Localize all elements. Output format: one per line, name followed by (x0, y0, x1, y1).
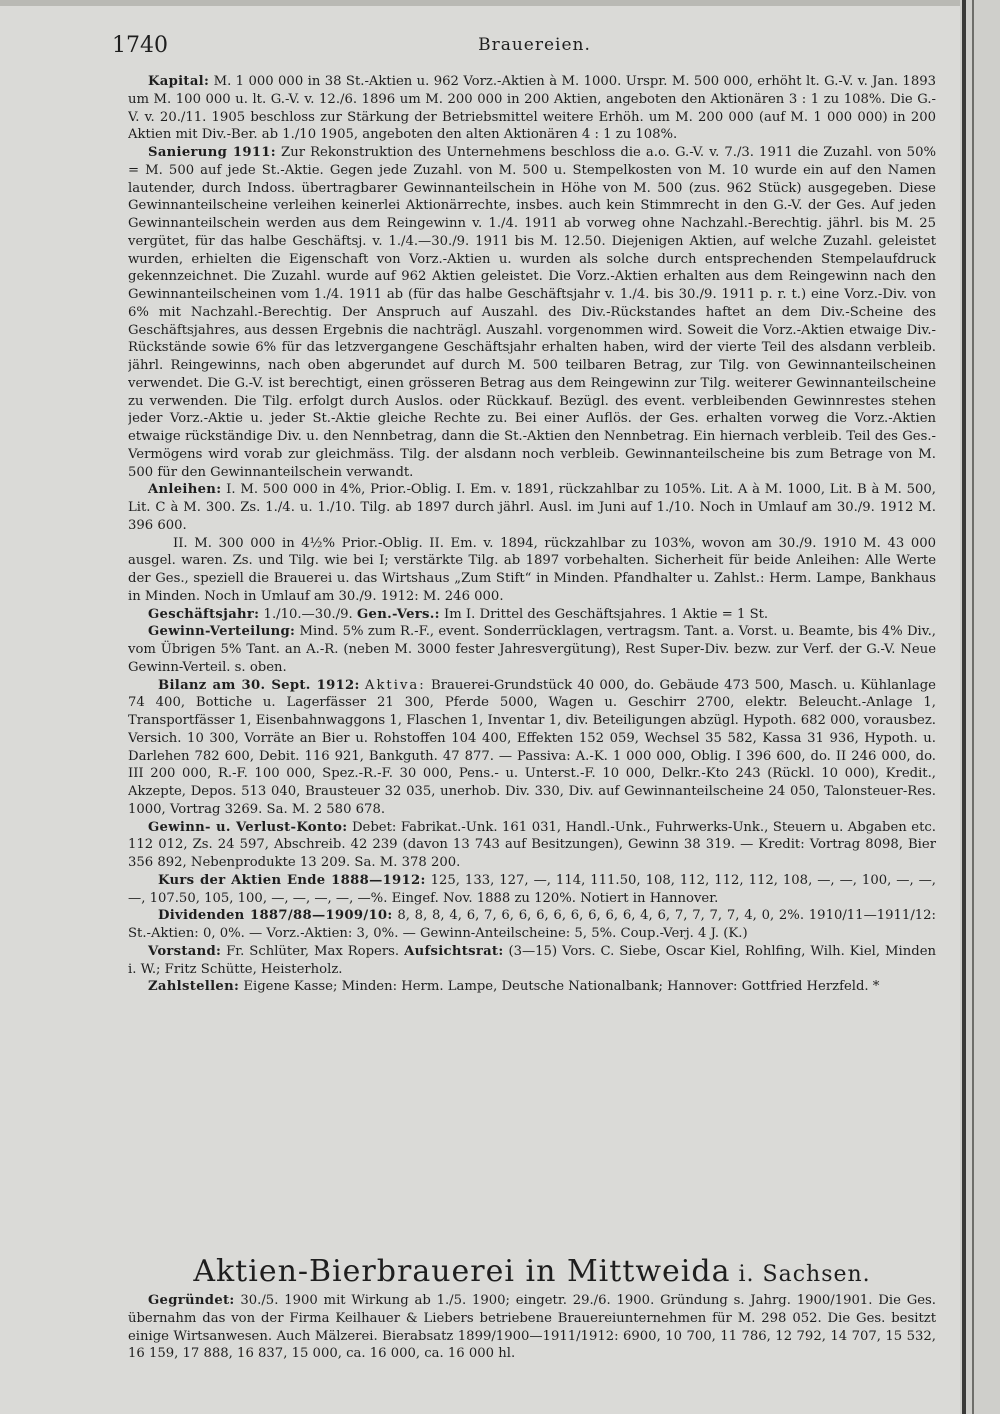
binding-shadow-line-thin (972, 0, 974, 1414)
paragraph-spaced-label: Aktiva: (364, 677, 426, 693)
paragraph-text: 125, 133, 127, —, 114, 111.50, 108, 112, 112, 112, 108, —, —, 100, —, —, —, 107.50, 105, 100, —, —, —, —, —%. Eingef. Nov. 1888 zu 120%. Notiert in Hannover. (128, 872, 936, 906)
paragraph-label-secondary: Gen.-Vers.: (356, 606, 440, 622)
paragraph-text: Brauerei-Grundstück 40 000, do. Gebäude 473 500, Masch. u. Kühlanlage 74 400, Bottiche u. Lagerfässer 21 300, Pferde 5000, Wagen u. Geschirr 2700, elektr. Beleucht.-Anlage 1, Transportfässer 1, Eisenbahnwaggons 1, Flaschen 1, Inventar 1, div. Beteiligungen abzügl. Hypoth. 682 000, vorausbez. Versich. 10 300, Vorräte an Bier u. Rohstoffen 104 400, Effekten 152 059, Wechsel 35 582, Kassa 31 936, Hypoth. u. Darlehen 782 600, Debit. 116 921, Bankguth. 47 877. — Passiva: A.-K. 1 000 000, Oblig. I 396 600, do. II 246 000, do. III 200 000, R.-F. 100 000, Spez.-R.-F. 30 000, Pens.- u. Unterst.-F. 10 000, Delkr.-Kto 243 (Rückl. 10 000), Kredit., Akzepte, Depos. 513 040, Brausteuer 32 035, unerhob. Div. 330, Div. auf Gewinnanteilscheine 24 050, Talonsteuer-Res. 1000, Vortrag 3269. Sa. M. 2 580 678. (128, 677, 936, 817)
paragraph-label: Sanierung 1911: (148, 145, 276, 160)
paragraph-text: Fr. Schlüter, Max Ropers. (221, 943, 405, 959)
section-two-text (128, 1292, 936, 1363)
paragraph-label: Vorstand: (148, 943, 222, 959)
paragraph-text: M. 1 000 000 in 38 St.-Aktien u. 962 Vorz.-Aktien à M. 1000. Urspr. M. 500 000, erhöht lt. G.-V. v. Jan. 1893 um M. 100 000 u. lt. G.-V. v. 12./6. 1896 um M. 200 000 in 200 Aktien, angeboten den Aktionären 3 : 1 zu 108%. Die G.-V. v. 20./11. 1905 beschloss zur Stärkung der Betriebsmittel weitere Erhöh. um M. 200 000 (auf M. 1 000 000) in 200 Aktien mit Div.-Ber. ab 1./10 1905, angeboten den alten Aktionären 4 : 1 zu 108%. (128, 74, 936, 143)
paragraph-label: Kurs der Aktien Ende 1888—1912: (158, 872, 426, 888)
paragraph (128, 677, 936, 819)
paragraph-label: Anleihen: (148, 482, 222, 498)
paragraph-label-secondary: Aufsichtsrat: (404, 943, 504, 959)
paragraph (128, 535, 936, 606)
paragraph-text-secondary: (3—15) Vors. C. Siebe, Oscar Kiel, Rohlfing, Wilh. Kiel, Minden i. W.; Fritz Schütte, Heisterholz. (128, 943, 936, 977)
paragraph-text: 8, 8, 8, 4, 6, 7, 6, 6, 6, 6, 6, 6, 6, 6, 4, 6, 7, 7, 7, 7, 4, 0, 2%. 1910/11—1911/12: St.-Aktien: 0, 0%. — Vorz.-Aktien: 3, 0%. — Gewinn-Anteilscheine: 5, 5%. Coup.-Verj. 4 J. (K.) (128, 908, 936, 941)
paragraph-text: Eigene Kasse; Minden: Herm. Lampe, Deutsche Nationalbank; Hannover: Gottfried Herzfeld. * (239, 979, 880, 995)
paragraph (128, 819, 936, 872)
paragraph-text: 1./10.—30./9. (259, 606, 357, 622)
paragraph (128, 978, 936, 996)
paragraph (128, 481, 936, 534)
section-title (128, 1254, 936, 1289)
paragraph (128, 1292, 936, 1363)
page-header (112, 33, 957, 65)
page-top-edge (0, 0, 1000, 6)
paragraph-label: Gewinn- u. Verlust-Konto: (148, 819, 348, 835)
paragraph-label: Dividenden 1887/88—1909/10: (158, 908, 393, 924)
paragraph (128, 907, 936, 943)
section-title-suffix: i. Sachsen. (730, 1262, 871, 1287)
paragraph (128, 623, 936, 676)
paragraph-label: Bilanz am 30. Sept. 1912: (158, 677, 360, 693)
running-head: Brauereien. (478, 35, 591, 55)
paragraph-text: Zur Rekonstruktion des Unternehmens beschloss die a.o. G.-V. v. 7./3. 1911 die Zuzahl. von 50% = M. 500 auf jede St.-Aktie. Gegen jede Zuzahl. von M. 500 u. Stempelkosten von M. 10 wurde ein auf den Namen lautender, durch Indoss. übertragbarer Gewinnanteilschein in Höhe von M. 500 (zus. 962 Stück) ausgegeben. Diese Gewinnanteilscheine verleihen keinerlei Aktionärrechte, insbes. auch kein Stimmrecht in den G.-V. der Ges. Auf jeden Gewinnanteilschein werden aus dem Reingewinn v. 1./4. 1911 ab vorweg ohne Nachzahl.-Berechtig. jährl. bis M. 25 vergütet, für das halbe Geschäftsj. v. 1./4.—30./9. 1911 bis M. 12.50. Diejenigen Aktien, auf welche Zuzahl. geleistet wurden, erhielten die Eigenschaft von Vorz.-Aktien u. wurden als solche durch entsprechenden Stempelaufdruck gekennzeichnet. Die Zuzahl. wurde auf 962 Aktien geleistet. Die Vorz.-Aktien erhalten aus dem Reingewinn nach den Gewinnanteilscheinen vom 1./4. 1911 ab (für das halbe Geschäftsjahr v. 1./4. bis 30./9. 1911 p. r. t.) eine Vorz.-Div. von 6% mit Nachzahl.-Berechtig. Der Anspruch auf Auszahl. des Div.-Rückstandes haftet an dem Div.-Scheine des Geschäftsjahres, aus dessen Ergebnis die nachträgl. Auszahl. vorgenommen wird. Soweit die Vorz.-Aktien etwaige Div.-Rückstände sowie 6% für das letzvergangene Geschäftsjahr erhalten haben, wird der vierte Teil des alsdann verbleib. jährl. Reingewinns, nach oben abgerundet auf durch M. 500 teilbaren Betrag, zur Tilg. von Gewinnanteilscheinen verwendet. Die G.-V. ist berechtigt, einen grösseren Betrag aus dem Reingewinn zur Tilg. weiterer Gewinnanteilscheine zu verwenden. Die Tilg. erfolgt durch Auslos. oder Rückkauf. Bezügl. des event. verbleibenden Gewinnrestes stehen jeder Vorz.-Aktie u. jeder St.-Aktie gleiche Rechte zu. Bei einer Auflös. der Ges. erhalten vorweg die Vorz.-Aktien etwaige rückständige Div. u. den Nennbetrag, dann die St.-Aktien den Nennbetrag. Ein hiernach verbleib. Teil des Ges.-Vermögens wird vorab zur gleichmäss. Tilg. der alsdann noch verbleib. Gewinnanteilscheine bis zum Betrage von M. 500 für den Gewinnanteilschein verwandt. (128, 145, 936, 480)
paragraph-label: Kapital: (148, 74, 210, 89)
paragraph-text: I. M. 500 000 in 4%, Prior.-Oblig. I. Em. v. 1891, rückzahlbar zu 105%. Lit. A à M. 1000, Lit. B à M. 500, Lit. C à M. 300. Zs. 1./4. u. 1./10. Tilg. ab 1897 durch jährl. Ausl. im Juni auf 1./10. Noch in Umlauf am 30./9. 1912 M. 396 600. (128, 482, 936, 533)
paragraph (128, 872, 936, 908)
paragraph-text: 30./5. 1900 mit Wirkung ab 1./5. 1900; eingetr. 29./6. 1900. Gründung s. Jahrg. 1900/1901. Die Ges. übernahm das von der Firma Keilhauer & Liebers betriebene Brauereiunternehmen für M. 298 052. Die Ges. besitzt einige Wirtsanwesen. Auch Mälzerei. Bierabsatz 1899/1900—1911/1912: 6900, 10 700, 11 786, 12 792, 14 707, 15 532, 16 159, 17 888, 16 837, 15 000, ca. 16 000, ca. 16 000 hl. (128, 1293, 936, 1362)
page-right-margin (960, 0, 1000, 1414)
paragraph (128, 73, 936, 144)
paragraph (128, 144, 936, 481)
section-title-main: Aktien-Bierbrauerei in Mittweida (193, 1254, 731, 1289)
paragraph-label: Zahlstellen: (148, 979, 240, 995)
paragraph-label: Gegründet: (148, 1293, 235, 1308)
paragraph-text: Debet: Fabrikat.-Unk. 161 031, Handl.-Unk., Fuhrwerks-Unk., Steuern u. Abgaben etc. 112 012, Zs. 24 597, Abschreib. 42 239 (davon 13 743 auf Besitzungen), Gewinn 38 319. — Kredit: Vortrag 8098, Bier 356 892, Nebenprodukte 13 209. Sa. M. 378 200. (128, 819, 936, 870)
paragraph-label: Gewinn-Verteilung: (148, 624, 296, 640)
paragraph-label: Geschäftsjahr: (148, 606, 260, 622)
paragraph-text: II. M. 300 000 in 4½% Prior.-Oblig. II. Em. v. 1894, rückzahlbar zu 103%, wovon am 30./9. 1910 M. 43 000 ausgel. waren. Zs. und Tilg. wie bei I; verstärkte Tilg. ab 1897 vorbehalten. Sicherheit für beide Anleihen: Alle Werte der Ges., speziell die Brauerei u. das Wirtshaus „Zum Stift“ in Minden. Pfandhalter u. Zahlst.: Herm. Lampe, Bankhaus in Minden. Noch in Umlauf am 30./9. 1912: M. 246 000. (128, 535, 936, 604)
paragraph-text: Mind. 5% zum R.-F., event. Sonderrücklagen, vertragsm. Tant. a. Vorst. u. Beamte, bis 4% Div., vom Übrigen 5% Tant. an A.-R. (neben M. 3000 fester Jahresvergütung), Rest Super-Div. bezw. zur Verf. der G.-V. Neue Gewinn-Verteil. s. oben. (128, 624, 936, 675)
paragraph-text-secondary: Im I. Drittel des Geschäftsjahres. 1 Aktie = 1 St. (439, 606, 769, 622)
page-number: 1740 (112, 33, 168, 58)
company-entry-text (128, 73, 936, 1240)
binding-shadow-line (962, 0, 966, 1414)
paragraph (128, 943, 936, 979)
paragraph (128, 606, 936, 624)
